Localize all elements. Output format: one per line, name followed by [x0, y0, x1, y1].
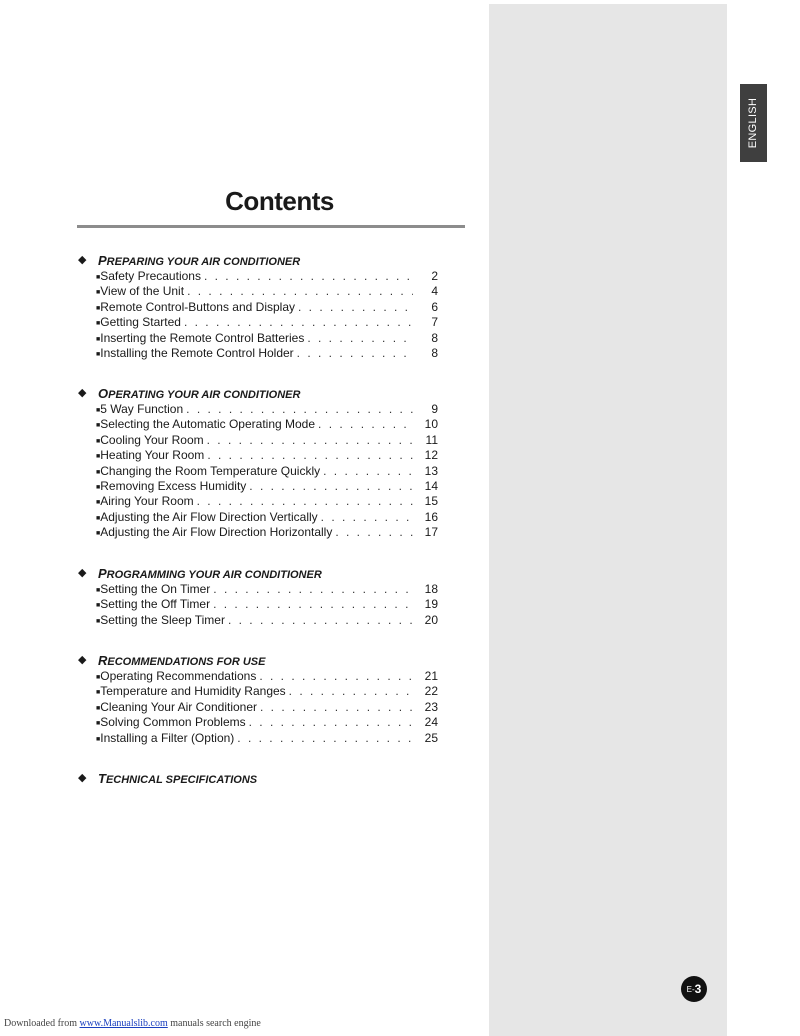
toc-entry[interactable]: ■ Setting the Off Timer . . . 19	[78, 597, 438, 612]
toc-section-programming	[78, 566, 438, 628]
leader-dots	[298, 300, 413, 314]
square-bullet-icon: ■	[96, 587, 101, 594]
toc-section-recommendations	[78, 653, 438, 746]
toc-entry[interactable]: ■ Solving Common Problems . . . 24	[78, 715, 438, 730]
page-ref: 14	[424, 478, 438, 493]
square-bullet-icon: ■	[96, 437, 101, 445]
download-footer	[4, 1018, 261, 1029]
language-tab-label: ENGLISH	[747, 97, 760, 149]
toc-entry[interactable]: ■ Adjusting the Air Flow Direction Vertically . . . 16	[78, 510, 438, 525]
leader-dots	[237, 731, 413, 745]
leader-dots	[335, 525, 413, 539]
page-ref: 2	[431, 269, 438, 283]
square-bullet-icon: ■	[96, 289, 101, 297]
section-heading: ◆ PREPARING YOUR AIR CONDITIONER	[78, 253, 301, 268]
toc-entry[interactable]: ■ Cooling Your Room . . . 11	[78, 433, 438, 448]
diamond-bullet-icon: ◆	[78, 654, 87, 666]
square-bullet-icon: ■	[96, 720, 101, 728]
toc-entry[interactable]: ■ View of the Unit . . . 4	[78, 284, 438, 299]
section-heading[interactable]: ◆ TECHNICAL SPECIFICATIONS	[78, 771, 258, 786]
manualslib-link[interactable]: www.Manualslib.com	[79, 1018, 168, 1029]
page-title: Contents	[225, 186, 334, 216]
leader-dots	[321, 510, 413, 524]
footer-suffix: manuals search engine	[170, 1018, 261, 1029]
leader-dots	[318, 417, 413, 431]
toc-list	[78, 402, 438, 541]
toc-section-operating	[78, 386, 438, 541]
leader-dots	[197, 494, 413, 508]
language-tab	[740, 84, 767, 162]
page-ref: 6	[431, 299, 438, 314]
page-ref: 19	[424, 597, 438, 612]
leader-dots	[297, 346, 413, 360]
square-bullet-icon: ■	[96, 483, 101, 491]
square-bullet-icon: ■	[96, 514, 101, 522]
toc-entry[interactable]: ■ 5 Way Function . . . 9	[78, 402, 438, 417]
square-bullet-icon: ■	[96, 617, 101, 625]
page-ref: 20	[424, 612, 438, 627]
leader-dots	[259, 669, 413, 683]
page-number-badge	[681, 976, 707, 1002]
page-ref: 8	[431, 345, 438, 360]
toc-entry[interactable]: ■ Operating Recommendations . . . 21	[78, 669, 438, 684]
square-bullet-icon: ■	[96, 335, 101, 343]
leader-dots	[289, 684, 413, 698]
square-bullet-icon: ■	[96, 674, 101, 681]
page-ref: 11	[425, 432, 438, 447]
page-ref: 8	[431, 330, 438, 345]
diamond-bullet-icon: ◆	[78, 567, 87, 579]
leader-dots	[207, 448, 413, 462]
leader-dots	[260, 700, 413, 714]
page-ref: 18	[424, 582, 438, 596]
toc-list	[78, 582, 438, 628]
toc-entry[interactable]: ■ Changing the Room Temperature Quickly . . . 13	[78, 464, 438, 479]
toc-entry[interactable]: ■ Getting Started . . . 7	[78, 315, 438, 330]
square-bullet-icon: ■	[96, 499, 101, 507]
page-ref: 12	[424, 448, 438, 463]
page-ref: 25	[424, 730, 438, 745]
diamond-bullet-icon: ◆	[78, 254, 87, 266]
title-divider	[77, 225, 465, 228]
diamond-bullet-icon: ◆	[78, 387, 87, 399]
leader-dots	[207, 433, 413, 447]
square-bullet-icon: ■	[96, 530, 101, 538]
page-ref: 9	[431, 402, 438, 416]
leader-dots	[228, 613, 413, 627]
section-heading: ◆ OPERATING YOUR AIR CONDITIONER	[78, 386, 301, 401]
square-bullet-icon: ■	[96, 407, 101, 414]
toc-list	[78, 269, 438, 361]
leader-dots	[249, 479, 413, 493]
leader-dots	[249, 715, 413, 729]
leader-dots	[186, 402, 413, 416]
square-bullet-icon: ■	[96, 422, 101, 430]
toc-entry[interactable]: ■ Adjusting the Air Flow Direction Horizontally . . . 17	[78, 525, 438, 540]
toc-entry[interactable]: ■ Inserting the Remote Control Batteries . . . 8	[78, 331, 438, 346]
square-bullet-icon: ■	[96, 704, 101, 712]
page-ref: 7	[431, 315, 438, 330]
page-ref: 21	[424, 669, 438, 683]
toc-entry[interactable]: ■ Installing the Remote Control Holder . . . 8	[78, 346, 438, 361]
toc-entry[interactable]: ■ Airing Your Room . . . 15	[78, 494, 438, 509]
leader-dots	[184, 315, 413, 329]
leader-dots	[307, 331, 413, 345]
toc-entry[interactable]: ■ Cleaning Your Air Conditioner . . . 23	[78, 700, 438, 715]
page-ref: 16	[424, 509, 438, 524]
leader-dots	[213, 582, 413, 596]
footer-prefix: Downloaded from	[4, 1018, 78, 1029]
page-prefix: E-	[686, 984, 695, 994]
square-bullet-icon: ■	[96, 602, 101, 610]
toc-section-technical	[78, 771, 438, 787]
square-bullet-icon: ■	[96, 735, 101, 743]
section-heading: ◆ RECOMMENDATIONS FOR USE	[78, 653, 266, 668]
page-ref: 17	[424, 525, 438, 540]
toc-entry[interactable]: ■ Remote Control-Buttons and Display . . . 6	[78, 300, 438, 315]
page-ref: 15	[424, 494, 438, 509]
leader-dots	[204, 269, 413, 283]
square-bullet-icon: ■	[96, 350, 101, 358]
toc-entry[interactable]: ■ Heating Your Room . . . 12	[78, 448, 438, 463]
leader-dots	[213, 597, 413, 611]
leader-dots	[187, 284, 413, 298]
toc-entry[interactable]: ■ Selecting the Automatic Operating Mode . . . 10	[78, 417, 438, 432]
section-heading: ◆ PROGRAMMING YOUR AIR CONDITIONER	[78, 566, 322, 581]
toc-entry[interactable]: ■ Safety Precautions . . . 2	[78, 269, 438, 284]
toc-entry[interactable]: ■ Temperature and Humidity Ranges . . . 22	[78, 684, 438, 699]
square-bullet-icon: ■	[96, 304, 101, 312]
page-ref: 24	[424, 715, 438, 730]
toc-entry[interactable]: ■ Removing Excess Humidity . . . 14	[78, 479, 438, 494]
page-ref: 4	[431, 284, 438, 299]
square-bullet-icon: ■	[96, 320, 101, 328]
toc-entry[interactable]: ■ Installing a Filter (Option) . . . 25	[78, 731, 438, 746]
page-ref: 22	[424, 684, 438, 699]
toc-list	[78, 669, 438, 746]
square-bullet-icon: ■	[96, 468, 101, 476]
gray-side-panel	[489, 4, 727, 1036]
toc-entry[interactable]: ■ Setting the On Timer . . . 18	[78, 582, 438, 597]
page-ref: 10	[424, 417, 438, 432]
leader-dots	[323, 464, 413, 478]
toc-section-preparing	[78, 253, 438, 361]
page-ref: 13	[424, 463, 438, 478]
square-bullet-icon: ■	[96, 453, 101, 461]
diamond-bullet-icon: ◆	[78, 772, 87, 784]
page-ref: 23	[424, 699, 438, 714]
square-bullet-icon: ■	[96, 274, 101, 281]
toc-entry[interactable]: ■ Setting the Sleep Timer . . . 20	[78, 613, 438, 628]
square-bullet-icon: ■	[96, 689, 101, 697]
page-number: 3	[694, 982, 702, 996]
